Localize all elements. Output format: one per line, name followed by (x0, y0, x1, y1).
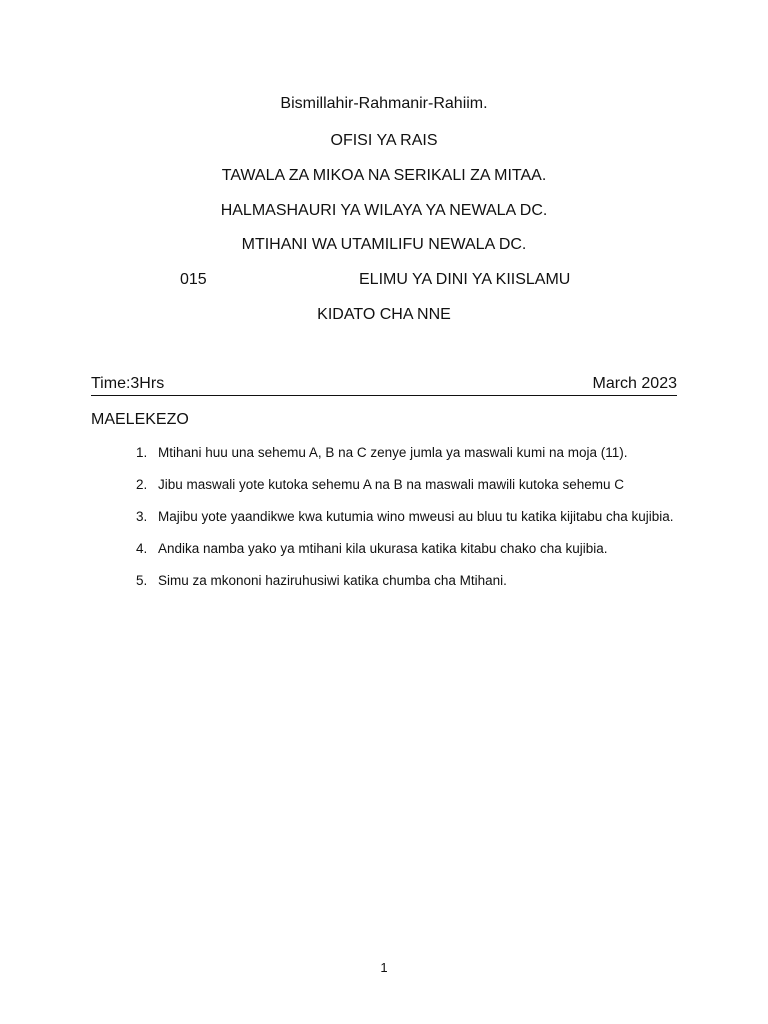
item-text: Jibu maswali yote kutoka sehemu A na B na maswali mawili kutoka sehemu C (158, 477, 624, 492)
page-number: 1 (380, 960, 388, 975)
instructions-title: MAELEKEZO (91, 411, 189, 428)
list-item (136, 572, 678, 589)
council-line: HALMASHAURI YA WILAYA YA NEWALA DC. (220, 202, 548, 219)
ministry-line: TAWALA ZA MIKOA NA SERIKALI ZA MITAA. (221, 167, 547, 184)
item-text: Simu za mkononi haziruhusiwi katika chumba cha Mtihani. (158, 573, 507, 588)
item-text: Majibu yote yaandikwe kwa kutumia wino mweusi au bluu tu katika kijitabu cha kujibia. (158, 509, 674, 524)
item-number: 1. (136, 445, 148, 460)
list-item (136, 444, 678, 461)
item-number: 3. (136, 509, 148, 524)
list-item (136, 508, 678, 525)
exam-title-line: MTIHANI WA UTAMILIFU NEWALA DC. (241, 236, 527, 253)
exam-date: March 2023 (592, 375, 677, 392)
form-level: KIDATO CHA NNE (317, 306, 451, 323)
item-number: 4. (136, 541, 148, 556)
subject-name: ELIMU YA DINI YA KIISLAMU (359, 271, 571, 288)
list-item (136, 476, 678, 493)
item-number: 2. (136, 477, 148, 492)
item-text: Andika namba yako ya mtihani kila ukurasa katika kitabu chako cha kujibia. (158, 541, 608, 556)
bismillah-line: Bismillahir-Rahmanir-Rahiim. (280, 95, 488, 112)
exam-duration: Time:3Hrs (91, 375, 165, 392)
item-number: 5. (136, 573, 148, 588)
office-line: OFISI YA RAIS (330, 132, 438, 149)
instructions-list (136, 444, 678, 604)
item-text: Mtihani huu una sehemu A, B na C zenye jumla ya maswali kumi na moja (11). (158, 445, 628, 460)
list-item (136, 540, 678, 557)
time-date-row (91, 374, 677, 396)
subject-code: 015 (180, 271, 207, 288)
